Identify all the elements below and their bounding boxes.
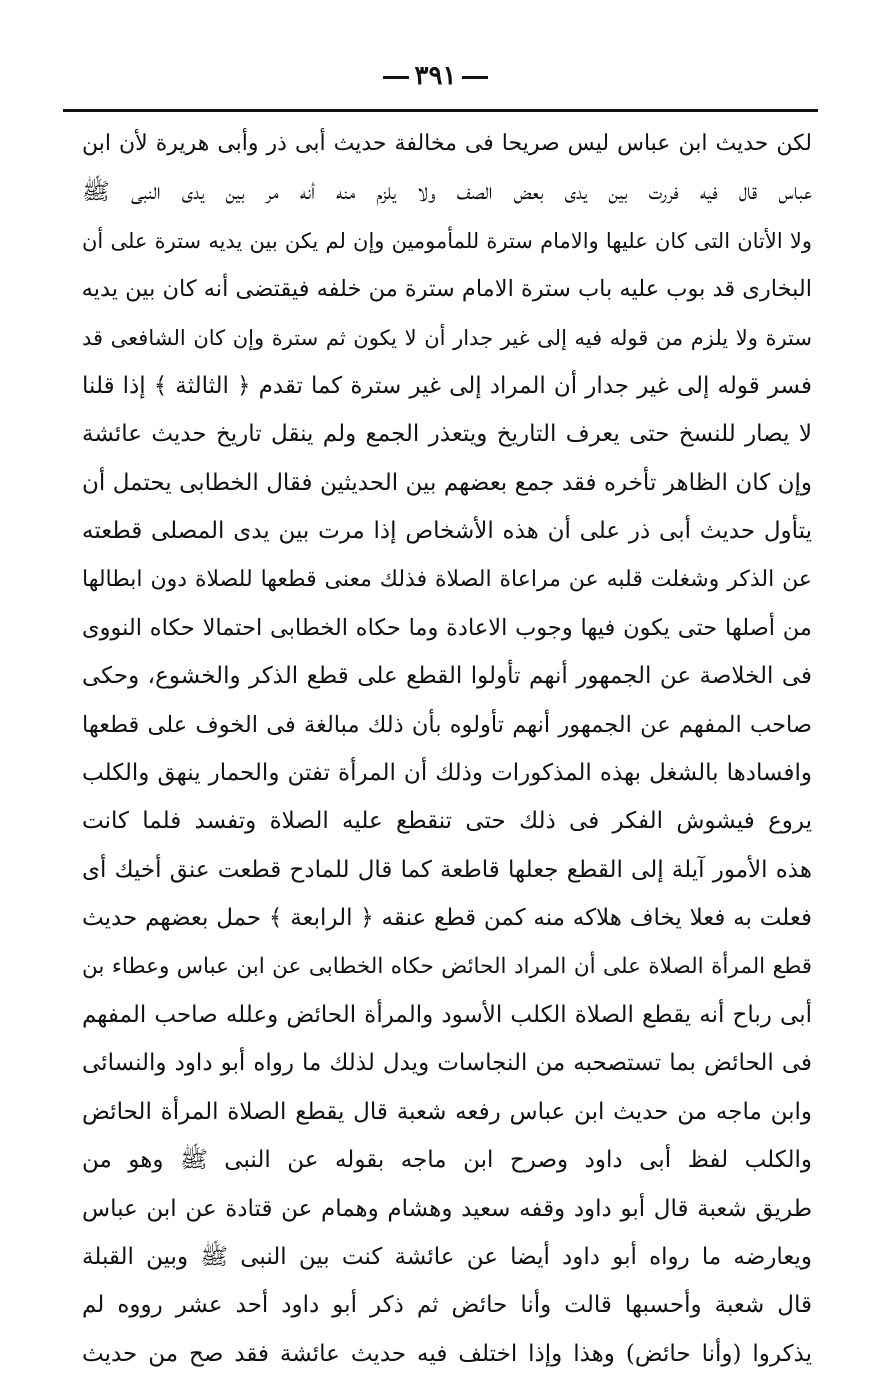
page-number: [0, 58, 871, 94]
text-line: وابن ماجه من حديث ابن عباس رفعه شعبة قال يقطع الصلاة المرأة الحائض: [82, 1098, 812, 1125]
text-line: عن الذكر وشغلت قلبه عن مراعاة الصلاة فذلك معنى قطعها للصلاة دون ابطالها: [82, 566, 812, 592]
text-line: هذه الأمور آيلة إلى القطع جعلها قاطعة كما قال للمادح قطعت عنق أخيك أى: [82, 856, 812, 883]
text-line: والكلب لفظ أبى داود وصرح ابن ماجه بقوله عن النبى ﷺ وهو من: [82, 1147, 812, 1174]
body-text: [82, 120, 812, 1378]
text-line: صاحب المفهم عن الجمهور أنهم تأولوه بأن ذلك مبالغة فى الخوف على قطعها: [82, 711, 812, 738]
text-line: سترة ولا يلزم من قوله فيه إلى غير جدار أن لا يكون ثم سترة وإن كان الشافعى قد: [82, 325, 812, 350]
text-line: قطع المرأة الصلاة على أن المراد الحائض حكاه الخطابى عن ابن عباس وعطاء بن: [82, 953, 812, 979]
text-line: فعلت به فعلا يخاف هلاكه منه كمن قطع عنقه ﴿ الرابعة ﴾ حمل بعضهم حديث: [82, 905, 812, 932]
text-line: ويعارضه ما رواه أبو داود أيضا عن عائشة كنت بين النبى ﷺ وبين القبلة: [82, 1243, 812, 1270]
text-line: وإن كان الظاهر تأخره فقد جمع بعضهم بين الحديثين فقال الخطابى يحتمل أن: [82, 469, 812, 496]
page-number-text: ٣٩١: [414, 61, 457, 91]
text-line: لكن حديث ابن عباس ليس صريحا فى مخالفة حديث أبى ذر وأبى هريرة لأن ابن: [82, 131, 812, 156]
text-line: يذكروا (وأنا حائض) وهذا وإذا اختلف فيه حديث عائشة فقد صح من حديث: [82, 1340, 812, 1367]
text-line: طريق شعبة قال أبو داود وقفه سعيد وهشام وهمام عن قتادة عن ابن عباس: [82, 1195, 812, 1222]
page-number-dash-left: [383, 76, 409, 79]
text-line: فسر قوله إلى غير جدار أن المراد إلى غير سترة كما تقدم ﴿ الثالثة ﴾ إذا قلنا: [82, 372, 812, 399]
text-line: ولا الأتان التى كان عليها والامام سترة للمأمومين وإن لم يكن بين يديه سترة على أن: [82, 228, 812, 253]
text-line: قال شعبة وأحسبها قالت وأنا حائض ثم ذكر أبو داود أحد عشر رووه لم: [82, 1292, 812, 1319]
page-number-dash-right: [462, 76, 488, 79]
text-line: لا يصار للنسخ حتى يعرف التاريخ ويتعذر الجمع ولم ينقل تاريخ حديث عائشة: [82, 421, 812, 448]
text-line: البخارى قد بوب عليه باب سترة الامام سترة من خلفه فيقتضى أنه كان بين يديه: [82, 276, 812, 303]
text-line: يروع فيشوش الفكر فى ذلك حتى تنقطع عليه الصلاة وتفسد فلما كانت: [82, 808, 812, 835]
text-line: فى الخلاصة عن الجمهور أنهم تأولوا القطع على قطع الذكر والخشوع، وحكى: [82, 663, 812, 690]
text-line: عباس قال فيه فررت بين يدى بعض الصف ولا يلزم منه أنه مر بين يدى النبى ﷺ: [82, 179, 812, 206]
text-line: وافسادها بالشغل بهذه المذكورات وذلك أن المرأة تفتن والحمار ينهق والكلب: [82, 760, 812, 787]
text-line: أبى رباح أنه يقطع الصلاة الكلب الأسود والمرأة الحائض وعلله صاحب المفهم: [82, 1002, 812, 1029]
header-rule: [63, 109, 818, 112]
text-line: فى الحائض بما تستصحبه من النجاسات ويدل لذلك ما رواه أبو داود والنسائى: [82, 1050, 812, 1077]
text-line: من أصلها حتى يكون فيها وجوب الاعادة وما حكاه الخطابى احتمالا حكاه النووى: [82, 614, 812, 641]
text-line: يتأول حديث أبى ذر على أن هذه الأشخاص إذا مرت بين يدى المصلى قطعته: [82, 518, 812, 545]
